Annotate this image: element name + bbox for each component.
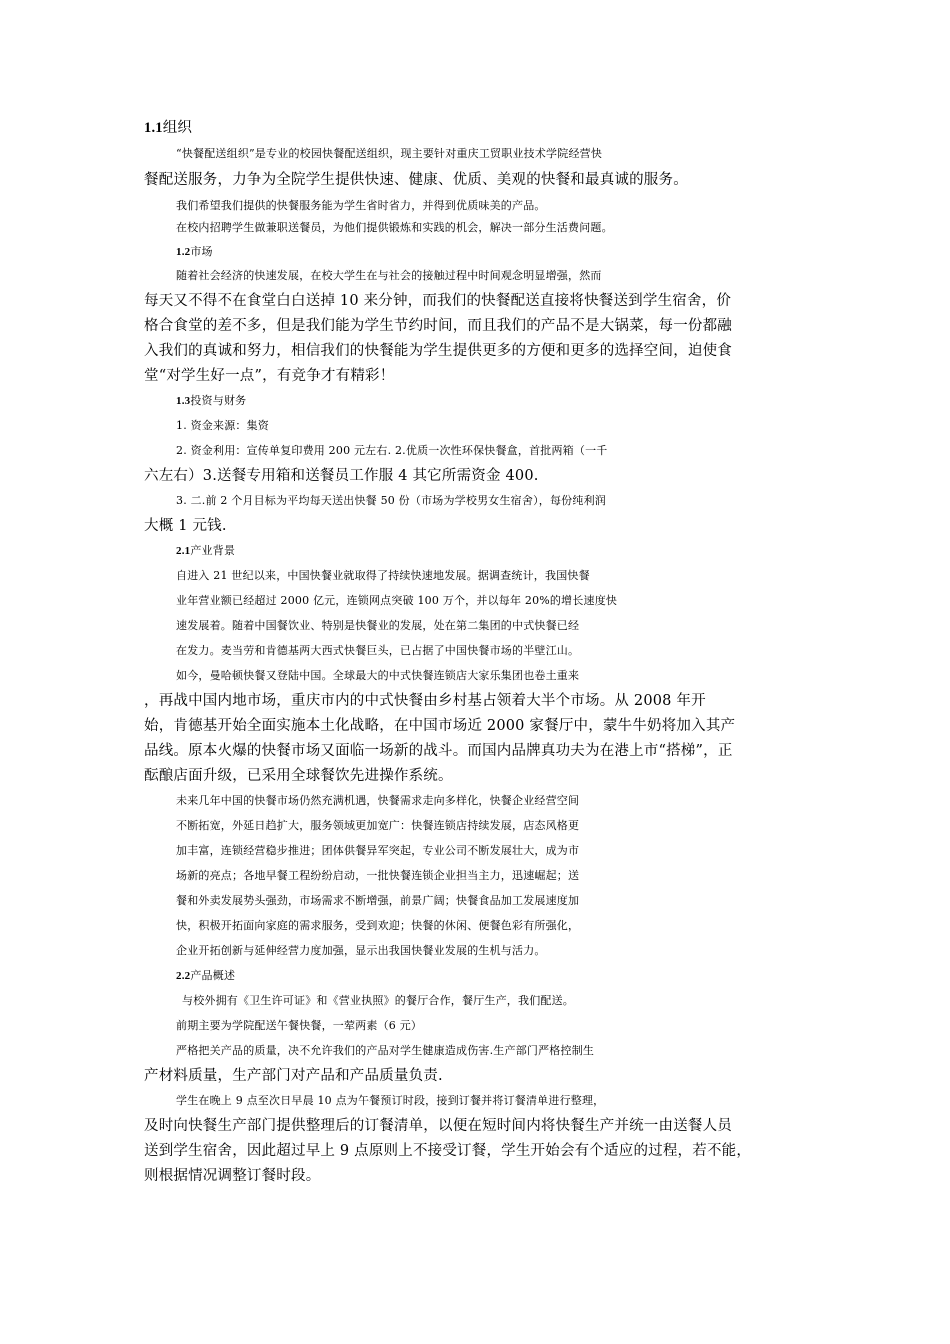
text-line: 企业开拓创新与延伸经营力度加强，显示出我国快餐业发展的生机与活力。 <box>176 944 546 957</box>
heading-1-2 <box>176 242 840 264</box>
text-line: 加丰富，连锁经营稳步推进；团体供餐异军突起，专业公司不断发展壮大，成为市 <box>176 844 580 857</box>
text-line: 学生在晚上 9 点至次日早晨 10 点为午餐预订时段，接到订餐并将订餐清单进行整理， <box>176 1094 605 1107</box>
text-line: 堂“对学生好一点”，有竞争才有精彩！ <box>144 368 395 384</box>
heading-title: 产品概述 <box>190 969 236 982</box>
text-line: 在校内招聘学生做兼职送餐员，为他们提供锻炼和实践的机会，解决一部分生活费问题。 <box>176 221 613 234</box>
text-line: 如今，曼哈顿快餐又登陆中国。全球最大的中式快餐连锁店大家乐集团也卷土重来 <box>176 669 580 682</box>
text-line: 格合食堂的差不多，但是我们能为学生节约时间，而且我们的产品不是大锅菜，每一份都融 <box>144 318 732 334</box>
text-line: 酝酿店面升级，已采用全球餐饮先进操作系统。 <box>144 768 453 784</box>
heading-1-1 <box>144 118 808 140</box>
text-line: 速发展着。随着中国餐饮业、特别是快餐业的发展，处在第二集团的中式快餐已经 <box>176 619 580 632</box>
heading-number: 2.1 <box>176 545 191 557</box>
heading-number: 2.2 <box>176 970 191 982</box>
text-line: 业年营业额已经超过 2000 亿元，连锁网点突破 100 万个，并以每年 20%的增长速度快 <box>176 594 618 607</box>
heading-number: 1.2 <box>176 246 191 258</box>
text-line: 未来几年中国的快餐市场仍然充满机遇，快餐需求走向多样化，快餐企业经营空间 <box>176 794 580 807</box>
heading-2-2 <box>176 966 840 988</box>
heading-title: 市场 <box>190 245 213 258</box>
text-line: 3. 二.前 2 个月目标为平均每天送出快餐 50 份（市场为学校男女生宿舍），每份纯利润 <box>176 494 606 507</box>
text-line: 2. 资金利用：宣传单复印费用 200 元左右. 2.优质一次性环保快餐盒，首批两箱（一千 <box>176 444 608 457</box>
heading-number: 1.3 <box>176 395 191 407</box>
text-line: 及时向快餐生产部门提供整理后的订餐清单，以便在短时间内将快餐生产并统一由送餐人员 <box>144 1118 732 1134</box>
text-line: 始，肯德基开始全面实施本土化战略，在中国市场近 2000 家餐厅中，蒙牛牛奶将加入其产 <box>144 718 736 734</box>
heading-title: 投资与财务 <box>190 394 247 407</box>
heading-title: 组织 <box>162 120 193 136</box>
text-line: 自进入 21 世纪以来，中国快餐业就取得了持续快速地发展。据调查统计，我国快餐 <box>176 569 590 582</box>
text-line: 产材料质量，生产部门对产品和产品质量负责. <box>144 1068 443 1084</box>
text-line: 大概 1 元钱. <box>144 518 227 534</box>
text-line: 则根据情况调整订餐时段。 <box>144 1168 321 1184</box>
text-line: 与校外拥有《卫生许可证》和《营业执照》的餐厅合作，餐厅生产，我们配送。 <box>182 994 574 1007</box>
text-line: 1. 资金来源：集资 <box>176 419 269 432</box>
text-line: 每天又不得不在食堂白白送掉 10 来分钟，而我们的快餐配送直接将快餐送到学生宿舍，价 <box>144 293 732 309</box>
text-line: 快，积极开拓面向家庭的需求服务，受到欢迎；快餐的休闲、便餐色彩有所强化， <box>176 919 580 932</box>
text-line: 送到学生宿舍，因此超过早上 9 点原则上不接受订餐，学生开始会有个适应的过程，若不能， <box>144 1143 752 1159</box>
text-line: 六左右）3.送餐专用箱和送餐员工作服 4 其它所需资金 400. <box>144 468 539 484</box>
heading-2-1 <box>176 541 840 563</box>
heading-title: 产业背景 <box>190 544 236 557</box>
text-line: 品线。原本火爆的快餐市场又面临一场新的战斗。而国内品牌真功夫为在港上市“搭梯”，正 <box>144 743 733 759</box>
text-line: 不断拓宽，外延日趋扩大，服务领域更加宽广：快餐连锁店持续发展，店态风格更 <box>176 819 580 832</box>
text-line: 随着社会经济的快速发展，在校大学生在与社会的接触过程中时间观念明显增强，然而 <box>176 269 602 282</box>
text-line: 餐配送服务，力争为全院学生提供快速、健康、优质、美观的快餐和最真诚的服务。 <box>144 172 688 188</box>
heading-1-3 <box>176 391 840 413</box>
text-line: 在发力。麦当劳和肯德基两大西式快餐巨头，已占据了中国快餐市场的半壁江山。 <box>176 644 580 657</box>
heading-number: 1.1 <box>144 120 163 136</box>
text-line: 入我们的真诚和努力，相信我们的快餐能为学生提供更多的方便和更多的选择空间，迫使食 <box>144 343 732 359</box>
text-line: 前期主要为学院配送午餐快餐，一荤两素（6 元） <box>176 1019 423 1032</box>
text-line: 场新的亮点；各地早餐工程纷纷启动，一批快餐连锁企业担当主力，迅速崛起；送 <box>176 869 580 882</box>
text-line: 严格把关产品的质量，决不允许我们的产品对学生健康造成伤害.生产部门严格控制生 <box>176 1044 595 1057</box>
text-line: 餐和外卖发展势头强劲，市场需求不断增强，前景广阔；快餐食品加工发展速度加 <box>176 894 580 907</box>
text-line: 我们希望我们提供的快餐服务能为学生省时省力，并得到优质味美的产品。 <box>176 199 546 212</box>
text-line: “快餐配送组织”是专业的校园快餐配送组织，现主要针对重庆工贸职业技术学院经营快 <box>176 147 603 160</box>
text-line: ，再战中国内地市场，重庆市内的中式快餐由乡村基占领着大半个市场。从 2008 年开 <box>144 693 706 709</box>
